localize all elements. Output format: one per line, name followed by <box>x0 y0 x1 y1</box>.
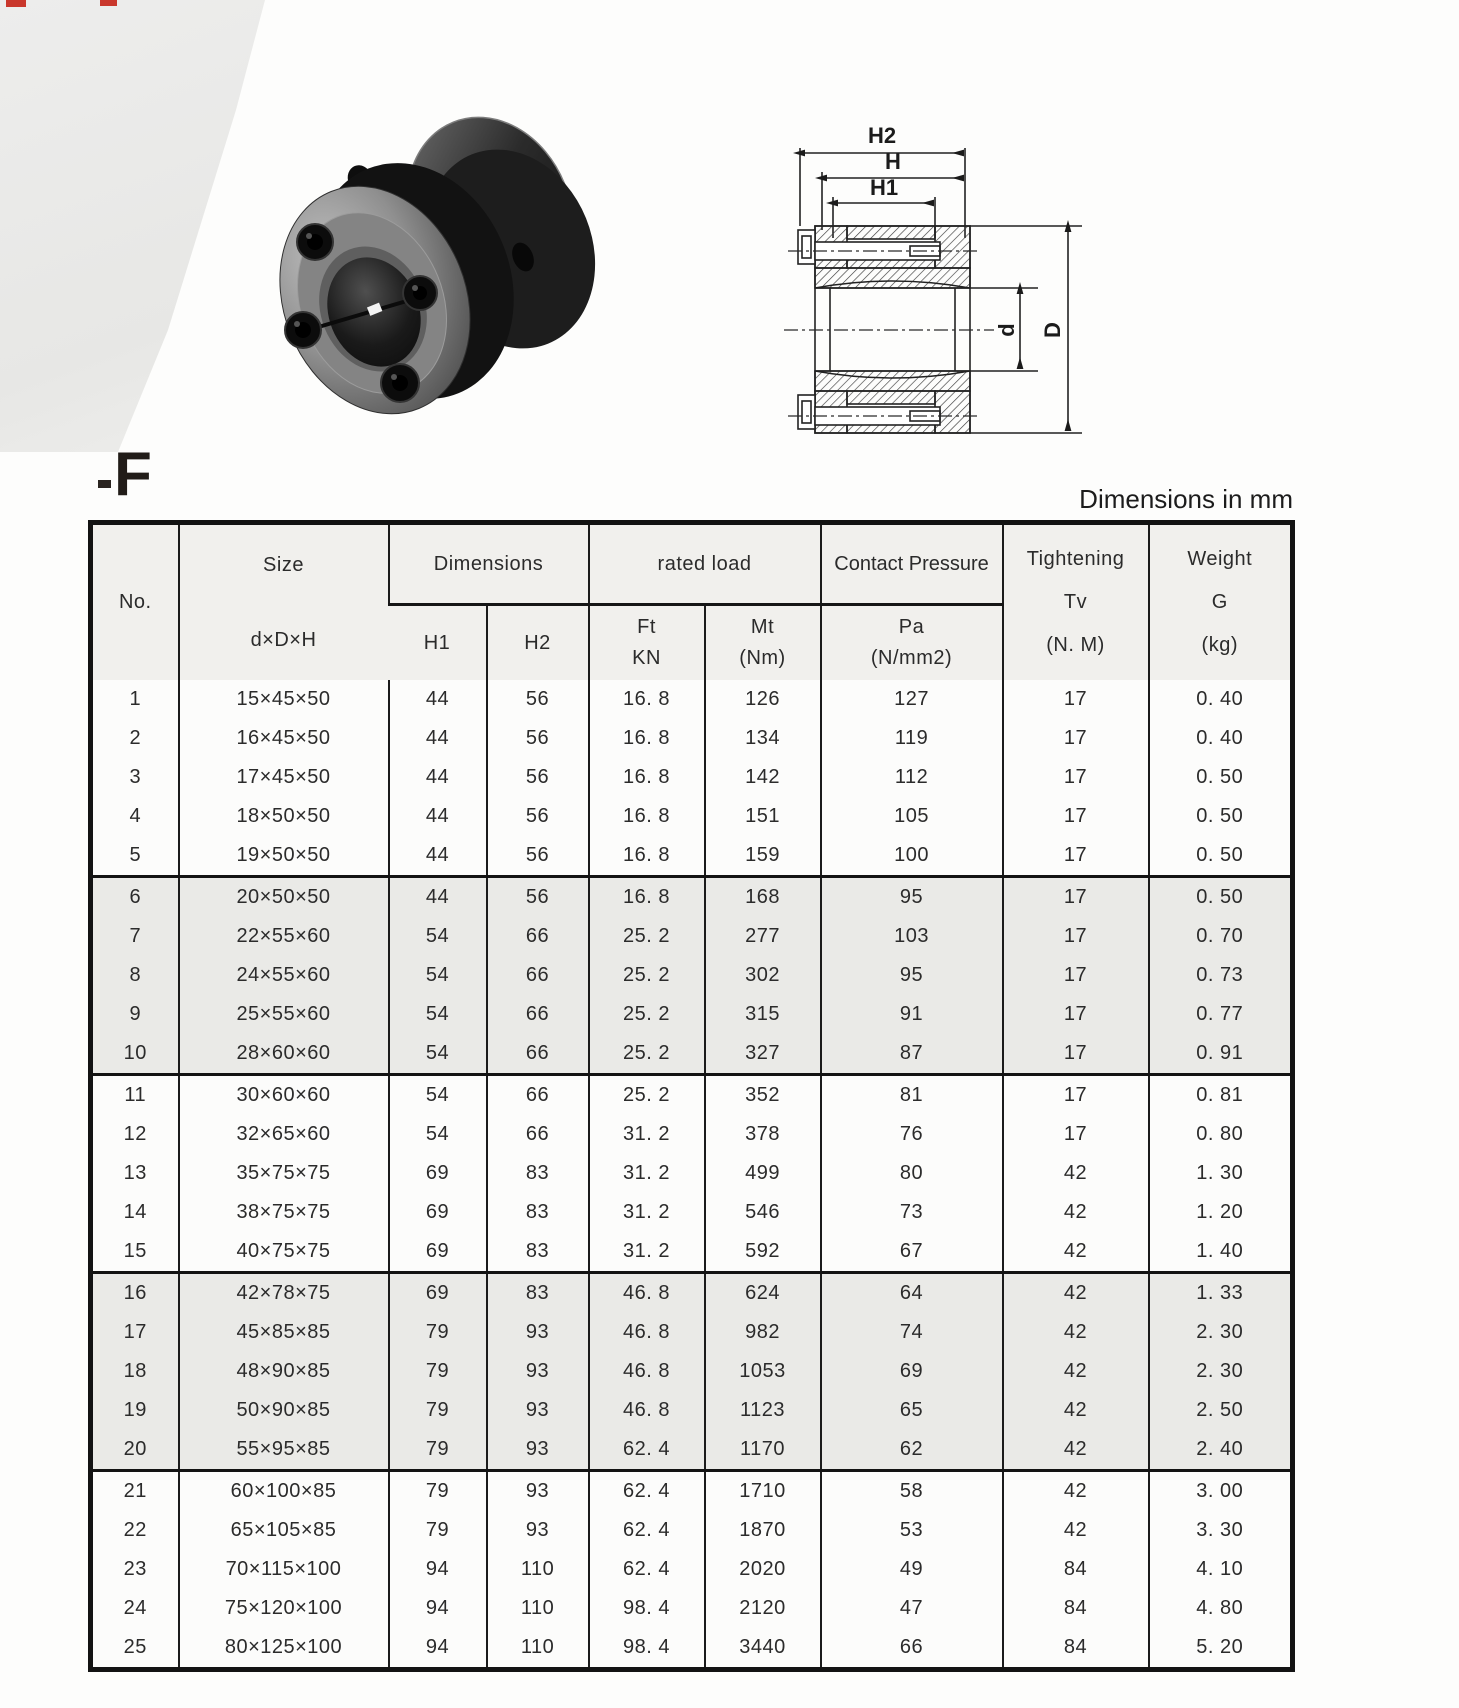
cell-ft: 25. 2 <box>589 956 705 995</box>
cell-g: 1. 30 <box>1149 1154 1293 1193</box>
cell-no: 3 <box>91 758 179 797</box>
cell-h1: 44 <box>389 797 487 836</box>
cell-h1: 54 <box>389 1075 487 1116</box>
cell-size: 25×55×60 <box>179 995 389 1034</box>
socket-screw <box>381 364 419 402</box>
cell-mt: 2020 <box>705 1550 821 1589</box>
table-row <box>91 719 1293 758</box>
cell-size: 19×50×50 <box>179 836 389 877</box>
cell-h2: 93 <box>487 1430 589 1471</box>
cell-no: 7 <box>91 917 179 956</box>
cell-size: 48×90×85 <box>179 1352 389 1391</box>
cell-h1: 69 <box>389 1273 487 1314</box>
cell-g: 2. 30 <box>1149 1352 1293 1391</box>
cell-h1: 79 <box>389 1352 487 1391</box>
cell-no: 2 <box>91 719 179 758</box>
cell-tv: 17 <box>1003 1075 1149 1116</box>
mt-label: Mt <box>750 615 775 638</box>
cell-ft: 16. 8 <box>589 877 705 918</box>
cell-ft: 62. 4 <box>589 1511 705 1550</box>
cell-no: 4 <box>91 797 179 836</box>
cell-h2: 56 <box>487 758 589 797</box>
table-row <box>91 1430 1293 1471</box>
cell-h1: 79 <box>389 1430 487 1471</box>
cell-ft: 25. 2 <box>589 1034 705 1075</box>
cell-mt: 352 <box>705 1075 821 1116</box>
cell-pa: 49 <box>821 1550 1003 1589</box>
cell-size: 80×125×100 <box>179 1628 389 1670</box>
cell-tv: 84 <box>1003 1589 1149 1628</box>
g-label: G <box>1211 591 1228 613</box>
cell-tv: 42 <box>1003 1273 1149 1314</box>
table-row <box>91 1034 1293 1075</box>
cell-ft: 31. 2 <box>589 1154 705 1193</box>
col-header-size <box>179 523 389 681</box>
col-header-no: No. <box>91 523 179 681</box>
cell-h2: 66 <box>487 1115 589 1154</box>
cell-h1: 54 <box>389 995 487 1034</box>
cell-tv: 42 <box>1003 1391 1149 1430</box>
cell-size: 20×50×50 <box>179 877 389 918</box>
pa-label: Pa <box>898 615 925 638</box>
cell-ft: 16. 8 <box>589 758 705 797</box>
table-row <box>91 1352 1293 1391</box>
table-row <box>91 1232 1293 1273</box>
cell-ft: 98. 4 <box>589 1628 705 1670</box>
cell-tv: 84 <box>1003 1628 1149 1670</box>
col-header-mt <box>705 605 821 681</box>
cell-ft: 46. 8 <box>589 1313 705 1352</box>
cell-g: 2. 40 <box>1149 1430 1293 1471</box>
table-row <box>91 1589 1293 1628</box>
mt-unit-label: (Nm) <box>739 647 786 670</box>
cell-no: 12 <box>91 1115 179 1154</box>
spec-table <box>88 520 1295 1672</box>
cell-h1: 54 <box>389 1034 487 1075</box>
cell-mt: 499 <box>705 1154 821 1193</box>
cell-pa: 76 <box>821 1115 1003 1154</box>
product-photo <box>240 85 600 430</box>
cell-size: 15×45×50 <box>179 680 389 719</box>
table-row <box>91 1193 1293 1232</box>
cell-ft: 62. 4 <box>589 1550 705 1589</box>
cell-mt: 1053 <box>705 1352 821 1391</box>
cell-mt: 1123 <box>705 1391 821 1430</box>
cell-h1: 79 <box>389 1471 487 1512</box>
cell-size: 22×55×60 <box>179 917 389 956</box>
size-sub-label: d×D×H <box>250 628 317 651</box>
col-header-pa <box>821 605 1003 681</box>
cell-size: 40×75×75 <box>179 1232 389 1273</box>
cell-no: 8 <box>91 956 179 995</box>
dim-label-d: d <box>994 323 1019 337</box>
cell-tv: 17 <box>1003 995 1149 1034</box>
cell-h2: 66 <box>487 1075 589 1116</box>
tv-label: Tv <box>1063 591 1088 613</box>
cell-no: 14 <box>91 1193 179 1232</box>
cell-tv: 17 <box>1003 917 1149 956</box>
cell-h2: 56 <box>487 836 589 877</box>
cell-h2: 93 <box>487 1471 589 1512</box>
cell-h1: 79 <box>389 1391 487 1430</box>
cell-pa: 62 <box>821 1430 1003 1471</box>
cell-h1: 79 <box>389 1313 487 1352</box>
cell-pa: 100 <box>821 836 1003 877</box>
cell-g: 0. 50 <box>1149 877 1293 918</box>
cell-mt: 1170 <box>705 1430 821 1471</box>
cell-g: 0. 70 <box>1149 917 1293 956</box>
cell-mt: 126 <box>705 680 821 719</box>
cell-pa: 127 <box>821 680 1003 719</box>
cell-size: 24×55×60 <box>179 956 389 995</box>
cell-size: 38×75×75 <box>179 1193 389 1232</box>
cell-h2: 93 <box>487 1391 589 1430</box>
cell-pa: 65 <box>821 1391 1003 1430</box>
cell-no: 13 <box>91 1154 179 1193</box>
table-row <box>91 680 1293 719</box>
cell-no: 1 <box>91 680 179 719</box>
cell-ft: 25. 2 <box>589 1075 705 1116</box>
cell-h1: 44 <box>389 758 487 797</box>
size-label: Size <box>263 553 304 576</box>
cell-g: 4. 10 <box>1149 1550 1293 1589</box>
cell-mt: 1870 <box>705 1511 821 1550</box>
cell-ft: 62. 4 <box>589 1430 705 1471</box>
red-scan-artifact <box>6 0 26 7</box>
cell-no: 18 <box>91 1352 179 1391</box>
dimensions-note: Dimensions in mm <box>1079 484 1293 514</box>
cell-g: 2. 50 <box>1149 1391 1293 1430</box>
cell-mt: 3440 <box>705 1628 821 1670</box>
cell-g: 1. 40 <box>1149 1232 1293 1273</box>
cell-g: 5. 20 <box>1149 1628 1293 1670</box>
cell-size: 55×95×85 <box>179 1430 389 1471</box>
cell-ft: 16. 8 <box>589 719 705 758</box>
cell-no: 16 <box>91 1273 179 1314</box>
cell-tv: 42 <box>1003 1154 1149 1193</box>
technical-drawing <box>780 108 1090 446</box>
cell-g: 0. 40 <box>1149 719 1293 758</box>
cell-ft: 46. 8 <box>589 1352 705 1391</box>
cell-size: 16×45×50 <box>179 719 389 758</box>
cell-h1: 69 <box>389 1232 487 1273</box>
cell-tv: 42 <box>1003 1313 1149 1352</box>
cell-h2: 56 <box>487 680 589 719</box>
cell-h1: 94 <box>389 1589 487 1628</box>
cell-ft: 46. 8 <box>589 1391 705 1430</box>
col-header-weight <box>1149 523 1293 681</box>
cell-mt: 315 <box>705 995 821 1034</box>
cell-pa: 53 <box>821 1511 1003 1550</box>
cell-h1: 44 <box>389 877 487 918</box>
cell-g: 0. 91 <box>1149 1034 1293 1075</box>
cell-mt: 134 <box>705 719 821 758</box>
cell-pa: 95 <box>821 956 1003 995</box>
g-unit-label: (kg) <box>1201 634 1238 657</box>
dim-label-big-d: D <box>1040 322 1065 338</box>
cell-no: 10 <box>91 1034 179 1075</box>
cell-size: 35×75×75 <box>179 1154 389 1193</box>
cell-mt: 159 <box>705 836 821 877</box>
table-row <box>91 1511 1293 1550</box>
cell-size: 75×120×100 <box>179 1589 389 1628</box>
cell-pa: 47 <box>821 1589 1003 1628</box>
cell-tv: 42 <box>1003 1193 1149 1232</box>
socket-screw <box>285 312 321 348</box>
cell-h2: 110 <box>487 1550 589 1589</box>
cell-h2: 56 <box>487 877 589 918</box>
section-letter-text: F <box>114 440 150 509</box>
red-scan-artifact <box>100 0 117 6</box>
cell-ft: 16. 8 <box>589 836 705 877</box>
cell-h1: 79 <box>389 1511 487 1550</box>
cell-no: 23 <box>91 1550 179 1589</box>
table-row <box>91 758 1293 797</box>
table-row <box>91 1075 1293 1116</box>
socket-screw <box>403 276 437 310</box>
cell-tv: 17 <box>1003 758 1149 797</box>
cell-no: 19 <box>91 1391 179 1430</box>
col-header-contact-pressure: Contact Pressure <box>821 523 1003 605</box>
cell-mt: 982 <box>705 1313 821 1352</box>
cell-pa: 58 <box>821 1471 1003 1512</box>
dim-label-h1: H1 <box>869 175 899 200</box>
cell-tv: 17 <box>1003 680 1149 719</box>
col-header-h1: H1 <box>389 605 487 681</box>
cell-tv: 17 <box>1003 1115 1149 1154</box>
cell-mt: 592 <box>705 1232 821 1273</box>
cell-h1: 69 <box>389 1193 487 1232</box>
cell-g: 3. 30 <box>1149 1511 1293 1550</box>
cell-size: 60×100×85 <box>179 1471 389 1512</box>
col-header-dimensions: Dimensions <box>389 523 589 605</box>
cell-tv: 84 <box>1003 1550 1149 1589</box>
cell-mt: 151 <box>705 797 821 836</box>
cell-tv: 42 <box>1003 1232 1149 1273</box>
cell-no: 25 <box>91 1628 179 1670</box>
cell-pa: 103 <box>821 917 1003 956</box>
cell-mt: 2120 <box>705 1589 821 1628</box>
cell-mt: 378 <box>705 1115 821 1154</box>
cell-no: 20 <box>91 1430 179 1471</box>
table-row <box>91 995 1293 1034</box>
table-row <box>91 1273 1293 1314</box>
cell-no: 22 <box>91 1511 179 1550</box>
cell-tv: 17 <box>1003 956 1149 995</box>
cell-pa: 67 <box>821 1232 1003 1273</box>
cell-tv: 42 <box>1003 1511 1149 1550</box>
cell-pa: 91 <box>821 995 1003 1034</box>
cell-no: 6 <box>91 877 179 918</box>
cell-pa: 64 <box>821 1273 1003 1314</box>
cell-g: 0. 40 <box>1149 680 1293 719</box>
cell-ft: 46. 8 <box>589 1273 705 1314</box>
cell-h1: 94 <box>389 1628 487 1670</box>
cell-ft: 25. 2 <box>589 995 705 1034</box>
cell-ft: 25. 2 <box>589 917 705 956</box>
cell-h1: 44 <box>389 719 487 758</box>
cell-ft: 31. 2 <box>589 1232 705 1273</box>
cell-no: 5 <box>91 836 179 877</box>
col-header-h2: H2 <box>487 605 589 681</box>
socket-screw <box>297 224 333 260</box>
cell-pa: 105 <box>821 797 1003 836</box>
cell-h1: 54 <box>389 917 487 956</box>
cell-h1: 69 <box>389 1154 487 1193</box>
cell-h2: 93 <box>487 1313 589 1352</box>
cell-g: 0. 81 <box>1149 1075 1293 1116</box>
cell-g: 2. 30 <box>1149 1313 1293 1352</box>
cell-ft: 98. 4 <box>589 1589 705 1628</box>
cell-tv: 17 <box>1003 877 1149 918</box>
col-header-rated-load: rated load <box>589 523 821 605</box>
cell-h2: 56 <box>487 719 589 758</box>
cell-h1: 44 <box>389 836 487 877</box>
tv-unit-label: (N. M) <box>1046 634 1105 657</box>
col-header-tightening <box>1003 523 1149 681</box>
cell-mt: 142 <box>705 758 821 797</box>
cell-size: 70×115×100 <box>179 1550 389 1589</box>
cell-ft: 62. 4 <box>589 1471 705 1512</box>
cell-tv: 17 <box>1003 1034 1149 1075</box>
table-row <box>91 1628 1293 1670</box>
table-row <box>91 877 1293 918</box>
cell-pa: 66 <box>821 1628 1003 1670</box>
col-header-ft <box>589 605 705 681</box>
cell-no: 11 <box>91 1075 179 1116</box>
cell-pa: 95 <box>821 877 1003 918</box>
cell-h2: 66 <box>487 956 589 995</box>
table-row <box>91 917 1293 956</box>
cell-size: 17×45×50 <box>179 758 389 797</box>
cell-pa: 81 <box>821 1075 1003 1116</box>
cell-pa: 69 <box>821 1352 1003 1391</box>
cell-size: 30×60×60 <box>179 1075 389 1116</box>
cell-h2: 83 <box>487 1193 589 1232</box>
table-row <box>91 1391 1293 1430</box>
cell-size: 42×78×75 <box>179 1273 389 1314</box>
table-row <box>91 797 1293 836</box>
cell-h2: 93 <box>487 1511 589 1550</box>
cell-size: 18×50×50 <box>179 797 389 836</box>
cell-size: 28×60×60 <box>179 1034 389 1075</box>
cell-ft: 16. 8 <box>589 680 705 719</box>
cell-g: 3. 00 <box>1149 1471 1293 1512</box>
cell-no: 24 <box>91 1589 179 1628</box>
cell-mt: 624 <box>705 1273 821 1314</box>
cell-no: 15 <box>91 1232 179 1273</box>
dim-label-h2: H2 <box>867 123 897 148</box>
table-row <box>91 836 1293 877</box>
cell-pa: 87 <box>821 1034 1003 1075</box>
cell-h1: 54 <box>389 1115 487 1154</box>
cell-mt: 277 <box>705 917 821 956</box>
cell-pa: 74 <box>821 1313 1003 1352</box>
cell-pa: 73 <box>821 1193 1003 1232</box>
table-row <box>91 1115 1293 1154</box>
cell-size: 50×90×85 <box>179 1391 389 1430</box>
cell-h2: 93 <box>487 1352 589 1391</box>
cell-g: 0. 50 <box>1149 797 1293 836</box>
weight-label: Weight <box>1187 547 1253 570</box>
cell-mt: 327 <box>705 1034 821 1075</box>
cell-g: 0. 50 <box>1149 836 1293 877</box>
dim-label-h: H <box>885 149 901 174</box>
cell-h2: 66 <box>487 917 589 956</box>
tightening-label: Tightening <box>1026 547 1125 570</box>
cell-h2: 56 <box>487 797 589 836</box>
cell-h1: 44 <box>389 680 487 719</box>
cell-h2: 66 <box>487 995 589 1034</box>
cell-pa: 80 <box>821 1154 1003 1193</box>
cell-no: 21 <box>91 1471 179 1512</box>
cell-tv: 42 <box>1003 1352 1149 1391</box>
pa-unit-label: (N/mm2) <box>870 647 953 670</box>
cell-mt: 168 <box>705 877 821 918</box>
cell-g: 0. 50 <box>1149 758 1293 797</box>
cell-no: 17 <box>91 1313 179 1352</box>
ft-label: Ft <box>637 615 656 638</box>
cell-pa: 119 <box>821 719 1003 758</box>
cell-h2: 66 <box>487 1034 589 1075</box>
ft-unit-label: KN <box>632 647 661 670</box>
cell-h2: 83 <box>487 1273 589 1314</box>
cell-g: 0. 80 <box>1149 1115 1293 1154</box>
table-row <box>91 1471 1293 1512</box>
cell-h1: 54 <box>389 956 487 995</box>
cell-tv: 17 <box>1003 797 1149 836</box>
cell-no: 9 <box>91 995 179 1034</box>
cell-tv: 42 <box>1003 1471 1149 1512</box>
cell-ft: 31. 2 <box>589 1115 705 1154</box>
cell-g: 1. 20 <box>1149 1193 1293 1232</box>
cell-tv: 17 <box>1003 836 1149 877</box>
cell-h1: 94 <box>389 1550 487 1589</box>
cell-mt: 546 <box>705 1193 821 1232</box>
cell-g: 4. 80 <box>1149 1589 1293 1628</box>
cell-mt: 1710 <box>705 1471 821 1512</box>
cell-size: 65×105×85 <box>179 1511 389 1550</box>
cell-tv: 17 <box>1003 719 1149 758</box>
cell-pa: 112 <box>821 758 1003 797</box>
cell-h2: 83 <box>487 1232 589 1273</box>
cell-h2: 110 <box>487 1628 589 1670</box>
cell-h2: 110 <box>487 1589 589 1628</box>
cell-size: 32×65×60 <box>179 1115 389 1154</box>
cell-g: 0. 73 <box>1149 956 1293 995</box>
cell-tv: 42 <box>1003 1430 1149 1471</box>
table-row <box>91 1550 1293 1589</box>
cell-g: 1. 33 <box>1149 1273 1293 1314</box>
cell-h2: 83 <box>487 1154 589 1193</box>
cell-ft: 31. 2 <box>589 1193 705 1232</box>
table-row <box>91 956 1293 995</box>
cell-ft: 16. 8 <box>589 797 705 836</box>
cell-g: 0. 77 <box>1149 995 1293 1034</box>
table-row <box>91 1154 1293 1193</box>
cell-size: 45×85×85 <box>179 1313 389 1352</box>
table-row <box>91 1313 1293 1352</box>
cell-mt: 302 <box>705 956 821 995</box>
